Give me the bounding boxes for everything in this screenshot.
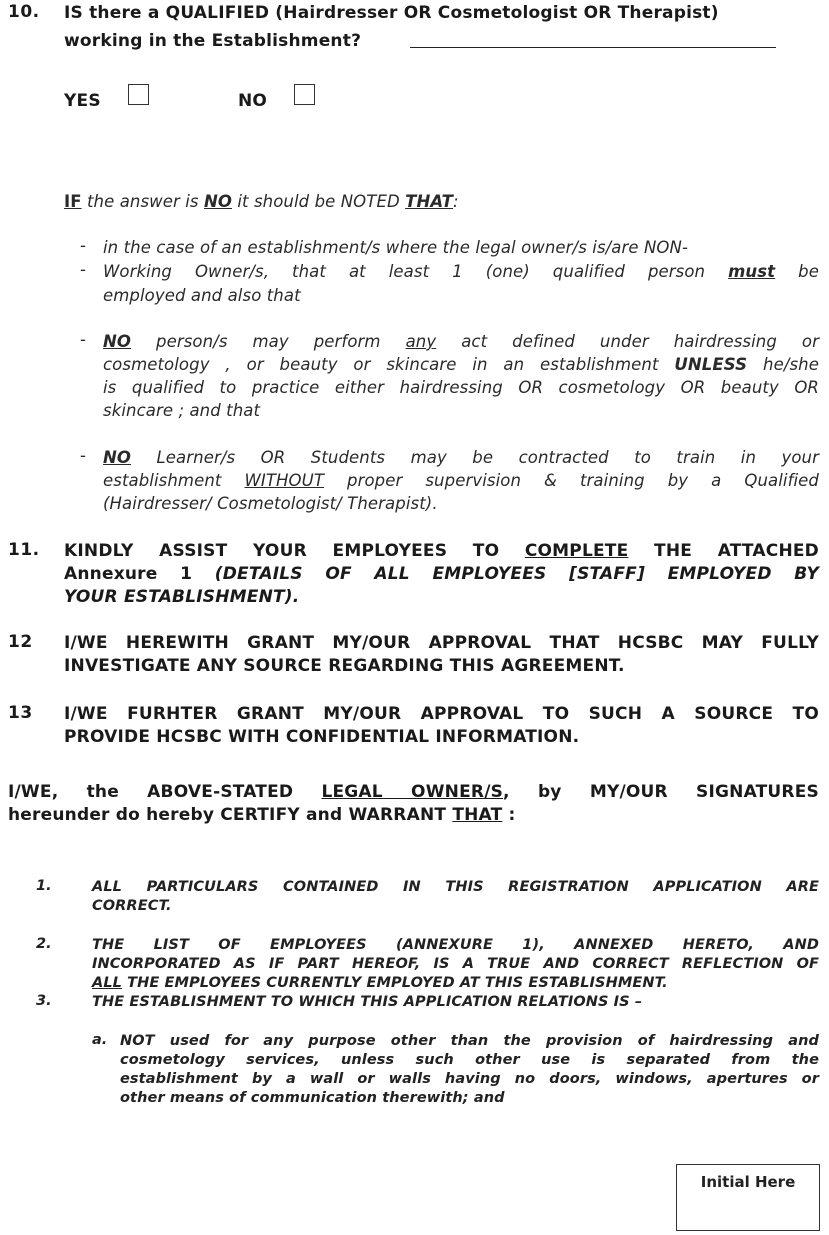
bullet-3-text-b: establishment — [103, 471, 245, 490]
bullet-2-line4: skincare ; and that — [103, 401, 261, 420]
cert-item-3-number: 3. — [36, 993, 52, 1009]
initial-here-label: Initial Here — [700, 1173, 796, 1191]
bullet-2-line2 — [103, 353, 819, 376]
certify-line1 — [8, 781, 819, 804]
q11-number: 11. — [8, 540, 40, 560]
note-no: NO — [203, 192, 233, 211]
q11-line1 — [64, 540, 819, 563]
bullet-2-text-c: cosmetology , or beauty or skincare in an establishment — [103, 355, 675, 374]
bullet-2-text-d: he/she — [747, 355, 819, 374]
cert-item-2-number: 2. — [36, 936, 52, 952]
bullet-2-any: any — [405, 332, 437, 351]
bullet-dash-1b: - — [80, 260, 86, 279]
note-colon: : — [453, 192, 459, 211]
no-checkbox[interactable] — [294, 84, 315, 105]
bullet-2-unless: UNLESS — [674, 355, 748, 374]
q13-line1: I/WE FURHTER GRANT MY/OUR APPROVAL TO SUCH A SOURCE TO — [64, 704, 819, 724]
certify-line2 — [8, 804, 516, 827]
note-heading — [64, 190, 459, 213]
cert-item-2-line2: INCORPORATED AS IF PART HEREOF, IS A TRUE AND CORRECT REFLECTION OF — [92, 956, 819, 972]
certify-legal-owner: LEGAL OWNER/S — [321, 782, 504, 802]
note-text-2: it should be NOTED — [232, 192, 406, 211]
bullet-1b-text: Working Owner/s, that at least 1 (one) qualified person — [103, 262, 729, 281]
q11-details: (DETAILS OF ALL EMPLOYEES [STAFF] EMPLOYED BY — [214, 564, 819, 584]
bullet-3-line3: (Hairdresser/ Cosmetologist/ Therapist). — [103, 494, 438, 513]
certify-text-d: : — [502, 805, 516, 825]
note-that: THAT — [405, 192, 454, 211]
cert-item-2-all: ALL — [92, 975, 123, 991]
bullet-2-text-a: person/s may perform — [131, 332, 406, 351]
bullet-dash-1: - — [80, 236, 86, 255]
certify-text-c: hereunder do hereby CERTIFY and WARRANT — [8, 805, 453, 825]
q10-line1: IS there a QUALIFIED (Hairdresser OR Cosmetologist OR Therapist) — [64, 3, 719, 23]
bullet-2-text-b: act defined under hairdressing or — [436, 332, 819, 351]
cert-item-2-line3 — [92, 974, 668, 993]
bullet-3-text-c: proper supervision & training by a Qualified — [324, 471, 819, 490]
bullet-1-line1: in the case of an establishment/s where the legal owner/s is/are NON- — [103, 238, 689, 257]
no-label: NO — [238, 91, 268, 111]
bullet-3-text-a: Learner/s OR Students may be contracted to train in your — [131, 448, 819, 467]
cert-item-3a-label: a. — [92, 1032, 108, 1048]
q11-text-b: THE ATTACHED — [628, 541, 819, 561]
cert-item-1-line2: CORRECT. — [92, 898, 172, 914]
yes-label: YES — [64, 91, 101, 111]
bullet-3-no: NO — [103, 448, 132, 467]
cert-item-3a-line2: cosmetology services, unless such other use is separated from the — [120, 1052, 819, 1068]
bullet-1b-line2: employed and also that — [103, 286, 301, 305]
note-text-1: the answer is — [81, 192, 204, 211]
yes-checkbox[interactable] — [128, 84, 149, 105]
initial-here-box[interactable] — [676, 1164, 820, 1231]
certify-text-b: , by MY/OUR SIGNATURES — [503, 782, 819, 802]
q13-number: 13 — [8, 703, 33, 723]
q12-line2: INVESTIGATE ANY SOURCE REGARDING THIS AGREEMENT. — [64, 656, 625, 676]
q11-annexure: Annexure 1 — [64, 564, 215, 584]
q12-line1: I/WE HEREWITH GRANT MY/OUR APPROVAL THAT HCSBC MAY FULLY — [64, 633, 819, 653]
certify-that: THAT — [452, 805, 503, 825]
q11-line3: YOUR ESTABLISHMENT). — [64, 587, 300, 607]
bullet-2-no: NO — [103, 332, 132, 351]
q10-line2: working in the Establishment? — [64, 31, 362, 51]
bullet-2-line3: is qualified to practice either hairdressing OR cosmetology OR beauty OR — [103, 378, 819, 397]
bullet-1b-be: be — [775, 262, 819, 281]
q13-line2: PROVIDE HCSBC WITH CONFIDENTIAL INFORMATION. — [64, 727, 580, 747]
q11-line2 — [64, 563, 819, 586]
certify-text-a: I/WE, the ABOVE-STATED — [8, 782, 322, 802]
q10-answer-line[interactable] — [410, 47, 776, 48]
cert-item-1-number: 1. — [36, 878, 52, 894]
q10-number: 10. — [8, 2, 40, 22]
bullet-dash-3: - — [80, 446, 86, 465]
cert-item-3a-line1: NOT used for any purpose other than the provision of hairdressing and — [120, 1033, 819, 1049]
bullet-3-line1 — [103, 446, 819, 469]
bullet-dash-2: - — [80, 330, 86, 349]
cert-item-2-text: THE EMPLOYEES CURRENTLY EMPLOYED AT THIS ESTABLISHMENT. — [122, 975, 668, 991]
bullet-2-line1 — [103, 330, 819, 353]
note-if: IF — [64, 192, 82, 211]
cert-item-1-line1: ALL PARTICULARS CONTAINED IN THIS REGISTRATION APPLICATION ARE — [92, 879, 819, 895]
cert-item-2-line1: THE LIST OF EMPLOYEES (ANNEXURE 1), ANNEXED HERETO, AND — [92, 937, 819, 953]
cert-item-3a-line4: other means of communication therewith; and — [120, 1090, 505, 1106]
q12-number: 12 — [8, 632, 33, 652]
bullet-1b-line1 — [103, 260, 819, 283]
bullet-3-without: WITHOUT — [244, 471, 324, 490]
cert-item-3a-line3: establishment by a wall or walls having no doors, windows, apertures or — [120, 1071, 819, 1087]
bullet-1b-must: must — [728, 262, 776, 281]
bullet-3-line2 — [103, 469, 819, 492]
q11-text-a: KINDLY ASSIST YOUR EMPLOYEES TO — [64, 541, 525, 561]
cert-item-3-line1: THE ESTABLISHMENT TO WHICH THIS APPLICATION RELATIONS IS – — [92, 994, 643, 1010]
q11-complete: COMPLETE — [524, 541, 629, 561]
